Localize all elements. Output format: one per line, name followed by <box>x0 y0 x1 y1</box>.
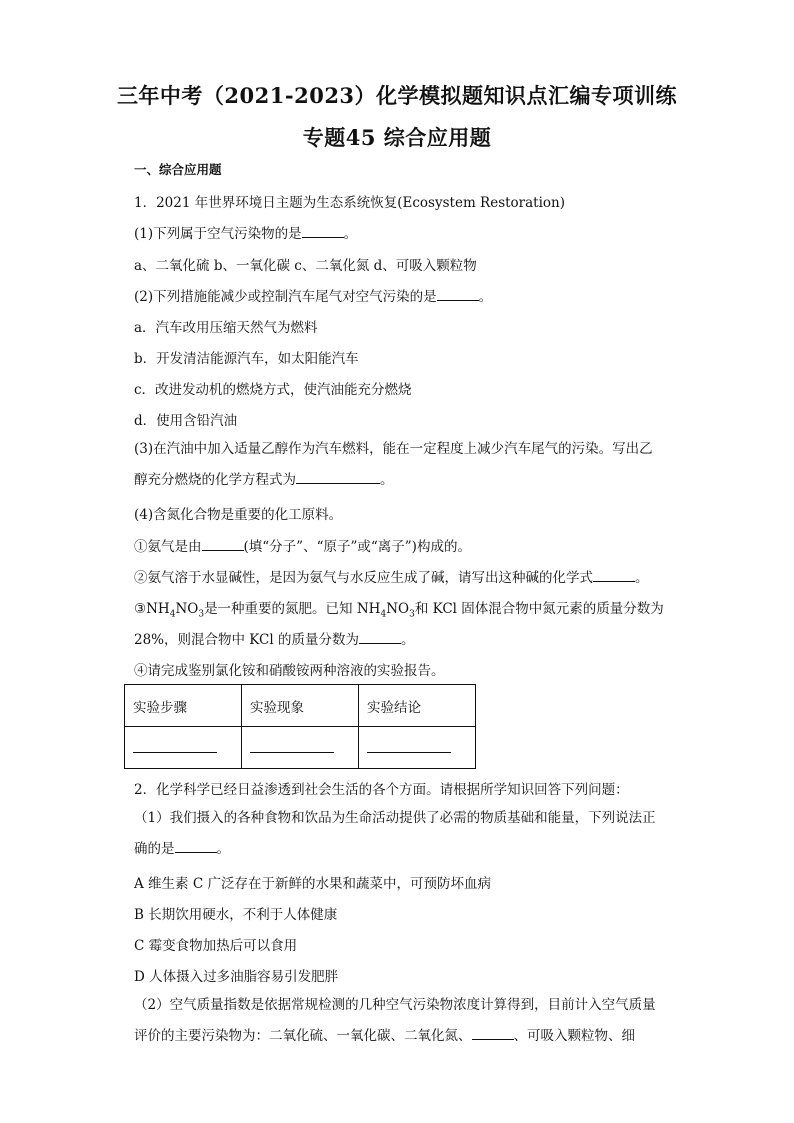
q2-stem: 2．化学科学已经日益渗透到社会生活的各个方面。请根据所学知识回答下列问题： <box>134 782 629 798</box>
table-header-row <box>125 685 476 727</box>
page-subtitle: 专题45 综合应用题 <box>302 125 492 150</box>
table-row <box>125 727 476 769</box>
q2-part1-end: 。 <box>216 841 230 857</box>
q1-stem: 1．2021 年世界环境日主题为生态系统恢复(Ecosystem Restoration) <box>134 195 566 211</box>
section-heading: 一、综合应用题 <box>134 162 222 177</box>
q1-part3 <box>134 434 660 496</box>
q1-part4-3-end: 。 <box>400 632 415 648</box>
q1-part4-1 <box>134 535 471 555</box>
answer-blank[interactable] <box>133 738 217 753</box>
table-header-cell: 实验步骤 <box>125 685 242 727</box>
formula-subscript: 3 <box>198 609 205 620</box>
q2-part2-text: （2）空气质量指数是依据常规检测的几种空气污染物浓度计算得到，目前计入空气质量评价的主要污染物为：二氧化硫、一氧化碳、二氧化氮、 <box>134 997 656 1044</box>
q1-part4-3-line2-text: 28%，则混合物中 KCl 的质量分数为 <box>134 632 359 648</box>
q1-option-d: d．使用含铅汽油 <box>134 413 238 429</box>
q2-part1 <box>134 803 660 865</box>
experiment-report-table <box>124 684 476 769</box>
answer-blank[interactable] <box>359 629 401 644</box>
q1-part2 <box>134 285 492 305</box>
table-cell <box>242 727 359 769</box>
q1-option-c: c．改进发动机的燃烧方式，使汽油能充分燃烧 <box>134 382 412 398</box>
table-cell <box>125 727 242 769</box>
table-cell <box>359 727 476 769</box>
q2-option-d: D 人体摄入过多油脂容易引发肥胖 <box>134 969 339 985</box>
q1-part3-text: (3)在汽油中加入适量乙醇作为汽车燃料，能在一定程度上减少汽车尾气的污染。写出乙醇充分燃烧的化学方程式为 <box>134 441 653 488</box>
q1-part2-end: 。 <box>478 289 493 305</box>
formula-text: NO <box>386 601 410 617</box>
q1-part4-4: ④请完成鉴别氯化铵和硝酸铵两种溶液的实验报告。 <box>134 663 445 679</box>
q1-part1 <box>134 222 357 242</box>
q1-part4-2-end: 。 <box>635 570 649 586</box>
answer-blank[interactable] <box>437 286 479 301</box>
q1-part4-1-post: (填“分子”、“原子”或“离子”)构成的。 <box>243 539 471 555</box>
formula-subscript: 4 <box>380 609 387 620</box>
answer-blank[interactable] <box>250 738 334 753</box>
page-title: 三年中考（2021-2023）化学模拟题知识点汇编专项训练 <box>116 83 678 108</box>
formula-subscript: 4 <box>169 609 176 620</box>
q1-part4-3-line2 <box>134 628 414 648</box>
q1-part1-text: (1)下列属于空气污染物的是 <box>134 226 302 242</box>
q2-part1-text: （1）我们摄入的各种食物和饮品为生命活动提供了必需的物质基础和能量，下列说法正确的是 <box>134 810 656 857</box>
q1-part4-2 <box>134 566 649 586</box>
formula-subscript: 3 <box>409 609 415 620</box>
formula-text: NO <box>175 601 199 617</box>
answer-blank[interactable] <box>367 738 451 753</box>
q1-part4-3 <box>134 597 664 620</box>
q2-option-c: C 霉变食物加热后可以食用 <box>134 938 298 954</box>
answer-blank[interactable] <box>472 1025 514 1040</box>
q1-part1-end: 。 <box>343 226 358 242</box>
q1-option-b: b．开发清洁能源汽车，如太阳能汽车 <box>134 351 359 367</box>
answer-blank[interactable] <box>175 838 217 853</box>
answer-blank[interactable] <box>593 567 635 582</box>
q1-part4-2-pre: ②氨气溶于水显碱性，是因为氨气与水反应生成了碱，请写出这种碱的化学式 <box>134 570 593 586</box>
table-header-cell: 实验结论 <box>359 685 476 727</box>
q1-part3-end: 。 <box>380 472 394 488</box>
answer-blank[interactable] <box>302 223 344 238</box>
q2-part2 <box>134 990 660 1052</box>
q1-part4-3-text: 是一种重要的氮肥。已知 NH <box>204 601 381 617</box>
answer-blank[interactable] <box>296 469 380 484</box>
q1-part1-options: a、二氧化硫 b、一氧化碳 c、二氧化氮 d、可吸入颗粒物 <box>134 258 477 274</box>
q2-part2-post: 、可吸入颗粒物、细 <box>513 1028 635 1044</box>
answer-blank[interactable] <box>202 536 244 551</box>
q2-option-b: B 长期饮用硬水，不利于人体健康 <box>134 907 338 923</box>
q1-part4-1-pre: ①氨气是由 <box>134 539 202 555</box>
q1-part4: (4)含氮化合物是重要的化工原料。 <box>134 507 343 523</box>
q1-part4-3-text: 和 KCl 固体混合物中氮元素的质量分数为 <box>414 601 664 617</box>
formula-text: ③NH <box>134 601 170 617</box>
table-header-cell: 实验现象 <box>242 685 359 727</box>
q1-part2-text: (2)下列措施能减少或控制汽车尾气对空气污染的是 <box>134 289 437 305</box>
q1-option-a: a．汽车改用压缩天然气为燃料 <box>134 320 318 336</box>
q2-option-a: A 维生素 C 广泛存在于新鲜的水果和蔬菜中，可预防坏血病 <box>134 876 491 892</box>
